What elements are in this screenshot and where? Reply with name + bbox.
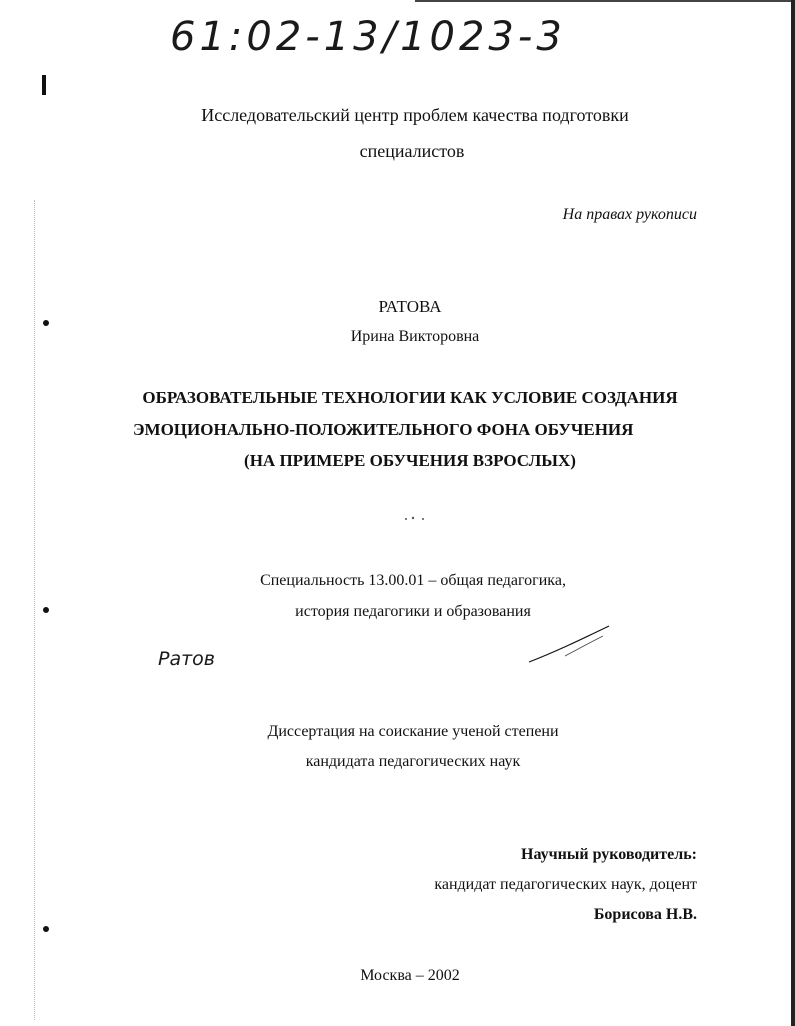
manuscript-note: На правах рукописи [562,206,697,223]
binder-marks [38,75,54,975]
degree-line-1: Диссертация на соискание ученой степени [267,723,559,740]
specialty-line-2: история педагогики и образования [295,603,531,620]
binder-dot-3 [43,926,49,932]
binder-mark-top [42,75,46,95]
supervisor-label: Научный руководитель: [521,846,697,863]
handwritten-archive-number: 61:02-13/1023-3 [170,14,566,60]
institution-line-1: Исследовательский центр проблем качества подготовки [201,105,629,125]
degree-line-2: кандидата педагогических наук [305,753,521,770]
handwritten-signature: Ратов [158,648,215,670]
title-line-3: (НА ПРИМЕРЕ ОБУЧЕНИЯ ВЗРОСЛЫХ) [244,451,576,470]
binder-dot-1 [43,320,49,326]
author-given-names: Ирина Викторовна [350,328,480,345]
title-line-1: ОБРАЗОВАТЕЛЬНЫЕ ТЕХНОЛОГИИ КАК УСЛОВИЕ СОЗДАНИЯ [142,388,678,407]
supervisor-name: Борисова Н.В. [593,906,697,923]
author-surname: РАТОВА [378,297,442,316]
ink-speck [403,514,433,524]
city-year-footer: Москва – 2002 [360,967,460,984]
supervisor-rank: кандидат педагогических наук, доцент [434,876,697,893]
title-line-2: ЭМОЦИОНАЛЬНО-ПОЛОЖИТЕЛЬНОГО ФОНА ОБУЧЕНИЯ [133,420,634,439]
pen-stroke-mark [525,622,615,667]
scan-top-edge-line [415,0,795,2]
specialty-line-1: Специальность 13.00.01 – общая педагогика, [260,572,566,589]
institution-line-2: специалистов [359,141,465,161]
